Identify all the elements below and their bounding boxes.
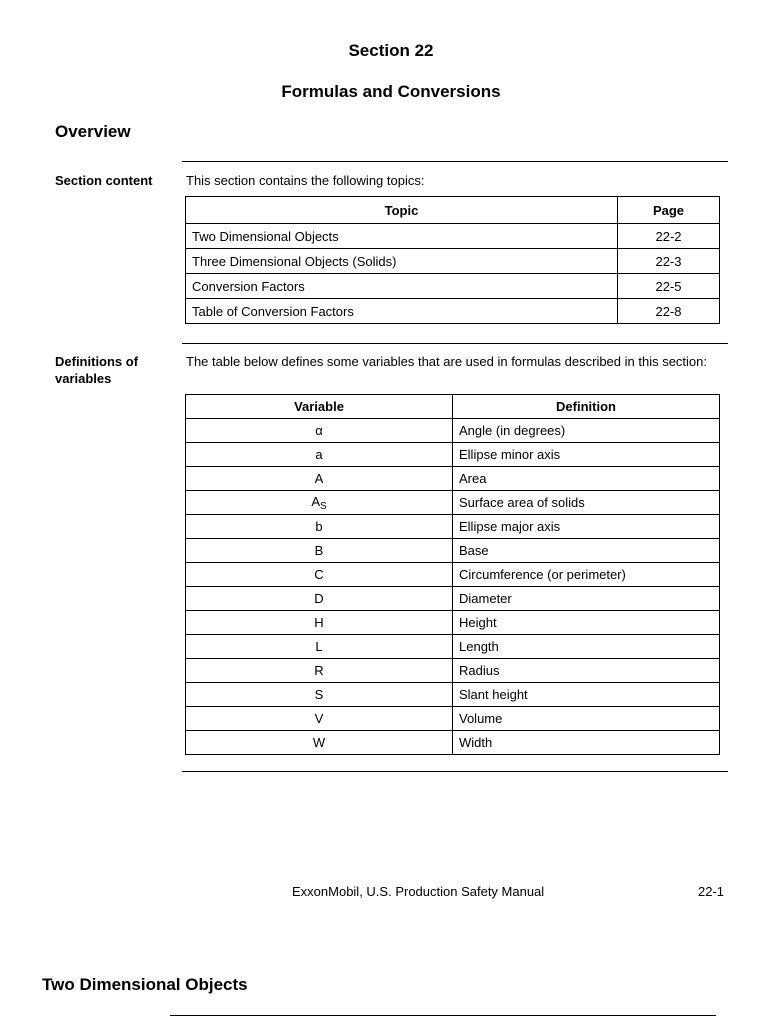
variable-cell: [186, 731, 453, 755]
table-row: [186, 224, 720, 249]
table-row: [186, 683, 720, 707]
variable-symbol: H: [314, 615, 324, 630]
table-row: [186, 563, 720, 587]
table-row: [186, 611, 720, 635]
definition-cell: Circumference (or perimeter): [453, 563, 720, 587]
definition-cell: Base: [453, 539, 720, 563]
variable-cell: [186, 659, 453, 683]
topic-cell: Two Dimensional Objects: [186, 224, 618, 249]
variable-symbol: a: [315, 447, 323, 462]
definition-cell: Width: [453, 731, 720, 755]
variable-symbol: A: [314, 471, 324, 486]
section-content-label: Section content: [55, 173, 153, 188]
variable-cell: [186, 707, 453, 731]
divider: [182, 771, 728, 772]
page-cell: 22-2: [618, 224, 720, 249]
table-row: [186, 419, 720, 443]
variable-symbol: C: [314, 567, 324, 582]
divider: [182, 161, 728, 162]
definition-column-header: Definition: [453, 395, 720, 419]
definition-cell: Radius: [453, 659, 720, 683]
page-title: Formulas and Conversions: [281, 82, 501, 101]
table-row: [186, 731, 720, 755]
table-row: [186, 274, 720, 299]
footer-manual-title: ExxonMobil, U.S. Production Safety Manual: [292, 884, 545, 899]
table-row: [186, 249, 720, 274]
definition-cell: Diameter: [453, 587, 720, 611]
footer-page-number: 22-1: [698, 884, 725, 899]
topic-cell: Table of Conversion Factors: [186, 299, 618, 324]
table-row: [186, 659, 720, 683]
definitions-label-line1: Definitions of: [55, 354, 139, 369]
definition-cell: Ellipse minor axis: [453, 443, 720, 467]
variable-symbol: S: [314, 687, 324, 702]
variable-symbol: W: [312, 735, 326, 750]
variable-symbol: R: [314, 663, 324, 678]
variable-cell: [186, 467, 453, 491]
section-number: Section 22: [348, 41, 434, 60]
next-section-heading: Two Dimensional Objects: [42, 975, 248, 994]
definition-cell: Length: [453, 635, 720, 659]
table-row: [186, 587, 720, 611]
topic-cell: Three Dimensional Objects (Solids): [186, 249, 618, 274]
definition-cell: Angle (in degrees): [453, 419, 720, 443]
page-cell: 22-3: [618, 249, 720, 274]
table-row: [186, 515, 720, 539]
variable-cell: [186, 587, 453, 611]
variable-column-header: Variable: [186, 395, 453, 419]
definition-cell: Slant height: [453, 683, 720, 707]
definition-cell: Volume: [453, 707, 720, 731]
variable-cell: [186, 515, 453, 539]
variable-symbol: b: [315, 519, 323, 534]
variable-symbol: V: [314, 711, 324, 726]
variable-cell: [186, 563, 453, 587]
page-cell: 22-8: [618, 299, 720, 324]
variables-table: [185, 394, 720, 755]
variable-cell: [186, 635, 453, 659]
variable-cell: [186, 443, 453, 467]
definitions-label-line2: variables: [55, 371, 112, 386]
table-row: [186, 491, 720, 515]
divider: [170, 1015, 716, 1016]
definition-cell: Ellipse major axis: [453, 515, 720, 539]
table-row: [186, 539, 720, 563]
table-row: [186, 635, 720, 659]
definitions-intro: The table below defines some variables that are used in formulas described in this section:: [186, 354, 708, 369]
table-row: [186, 299, 720, 324]
variable-symbol: α: [315, 423, 323, 438]
topic-column-header: Topic: [186, 197, 618, 224]
variable-symbol: B: [314, 543, 324, 558]
topics-table: [185, 196, 720, 324]
page-column-header: Page: [618, 197, 720, 224]
definition-cell: Height: [453, 611, 720, 635]
topic-cell: Conversion Factors: [186, 274, 618, 299]
overview-heading: Overview: [55, 122, 131, 141]
divider: [182, 343, 728, 344]
variable-symbol: A: [311, 493, 320, 509]
page-cell: 22-5: [618, 274, 720, 299]
variable-cell: [186, 611, 453, 635]
variable-cell: [186, 491, 453, 515]
section-content-intro: This section contains the following topics:: [186, 173, 425, 188]
variable-cell: [186, 539, 453, 563]
table-row: [186, 707, 720, 731]
variable-cell: [186, 683, 453, 707]
definition-cell: Surface area of solids: [453, 491, 720, 515]
table-row: [186, 443, 720, 467]
definition-cell: Area: [453, 467, 720, 491]
definitions-label: [55, 353, 138, 387]
variable-subscript: S: [320, 500, 327, 512]
variable-symbol: D: [314, 591, 324, 606]
variable-cell: [186, 419, 453, 443]
variable-symbol: L: [315, 639, 323, 654]
table-row: [186, 467, 720, 491]
